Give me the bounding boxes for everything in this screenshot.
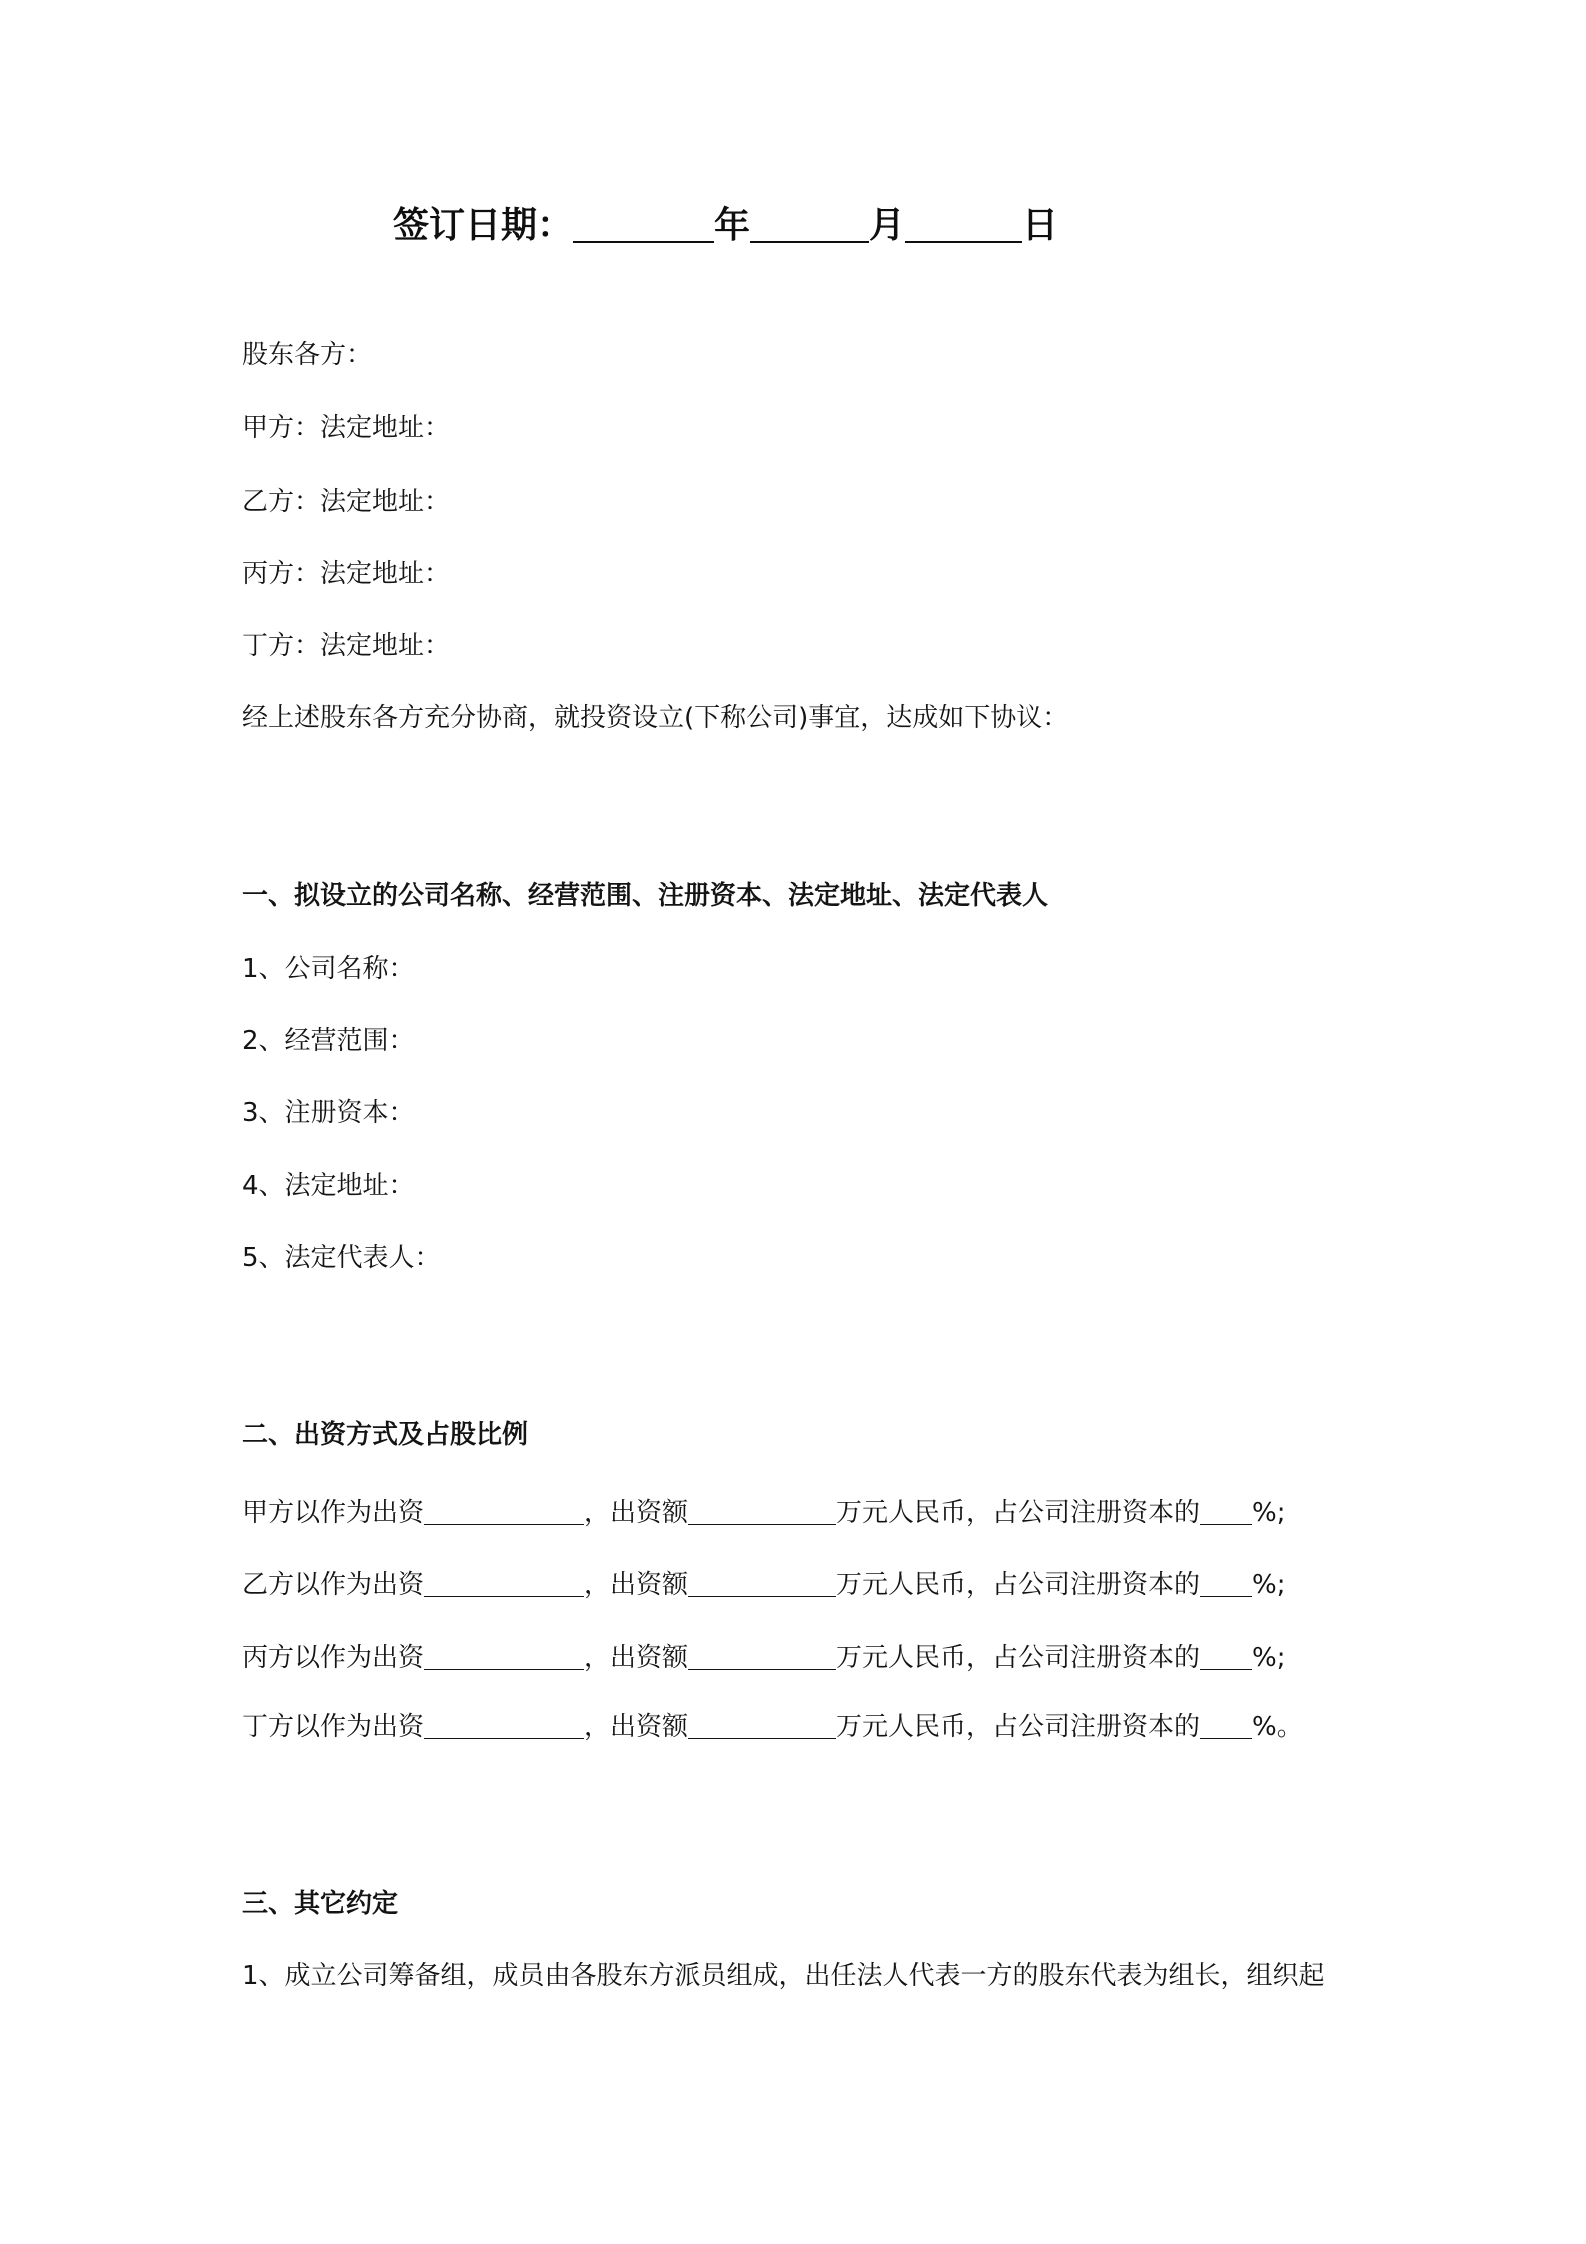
contribution-method-blank	[424, 1595, 584, 1597]
contribution-row	[242, 1709, 1303, 1745]
section-paragraph: 1、成立公司筹备组，成员由各股东方派员组成，出任法人代表一方的股东代表为组长，组织起	[242, 1961, 1325, 1991]
signing-date-title	[393, 202, 1058, 250]
contribution-row-end: %;	[1252, 1643, 1286, 1673]
contribution-percent-blank	[1200, 1668, 1252, 1670]
day-blank	[905, 240, 1022, 243]
preamble: 经上述股东各方充分协商，就投资设立(下称公司)事宜，达成如下协议：	[242, 703, 1069, 733]
section-heading: 二、出资方式及占股比例	[242, 1420, 529, 1450]
contribution-row	[242, 1567, 1286, 1603]
contribution-row-end: %;	[1252, 1570, 1286, 1600]
contribution-amount-blank	[688, 1595, 836, 1597]
party-address-line: 乙方：法定地址：	[242, 487, 451, 517]
contribution-row	[242, 1495, 1286, 1531]
party-address-line: 丙方：法定地址：	[242, 559, 451, 589]
contribution-percent-blank	[1200, 1523, 1252, 1525]
contribution-amount-label: ，出资额	[584, 1712, 689, 1742]
party-address-line: 甲方：法定地址：	[242, 413, 451, 443]
contribution-amount-blank	[688, 1668, 836, 1670]
contribution-row-end: %。	[1252, 1712, 1303, 1742]
contribution-amount-label: ，出资额	[584, 1570, 689, 1600]
contribution-method-blank	[424, 1523, 584, 1525]
contribution-party-label: 丙方以作为出资	[242, 1643, 425, 1673]
contribution-share-label: 万元人民币，占公司注册资本的	[836, 1712, 1201, 1742]
section-item: 2、经营范围：	[242, 1026, 415, 1056]
year-blank	[573, 240, 714, 243]
month-label: 月	[869, 205, 906, 246]
section-item: 1、公司名称：	[242, 954, 415, 984]
contribution-party-label: 乙方以作为出资	[242, 1570, 425, 1600]
signing-date-label: 签订日期：	[393, 205, 574, 246]
contribution-row	[242, 1640, 1286, 1676]
section-item: 5、法定代表人：	[242, 1243, 441, 1273]
contribution-amount-blank	[688, 1737, 836, 1739]
contribution-share-label: 万元人民币，占公司注册资本的	[836, 1570, 1201, 1600]
parties-heading: 股东各方：	[242, 340, 373, 370]
section-item: 3、注册资本：	[242, 1098, 415, 1128]
contribution-amount-label: ，出资额	[584, 1498, 689, 1528]
party-address-line: 丁方：法定地址：	[242, 631, 451, 661]
contribution-row-end: %;	[1252, 1498, 1286, 1528]
contribution-method-blank	[424, 1737, 584, 1739]
year-label: 年	[714, 205, 751, 246]
contribution-share-label: 万元人民币，占公司注册资本的	[836, 1643, 1201, 1673]
month-blank	[750, 240, 869, 243]
section-heading: 一、拟设立的公司名称、经营范围、注册资本、法定地址、法定代表人	[242, 881, 1049, 911]
section-item: 4、法定地址：	[242, 1171, 415, 1201]
contribution-share-label: 万元人民币，占公司注册资本的	[836, 1498, 1201, 1528]
contribution-amount-label: ，出资额	[584, 1643, 689, 1673]
contribution-party-label: 甲方以作为出资	[242, 1498, 425, 1528]
contribution-percent-blank	[1200, 1737, 1252, 1739]
contribution-method-blank	[424, 1668, 584, 1670]
day-label: 日	[1022, 205, 1059, 246]
section-heading: 三、其它约定	[242, 1889, 399, 1919]
contribution-amount-blank	[688, 1523, 836, 1525]
contribution-percent-blank	[1200, 1595, 1252, 1597]
contribution-party-label: 丁方以作为出资	[242, 1712, 425, 1742]
